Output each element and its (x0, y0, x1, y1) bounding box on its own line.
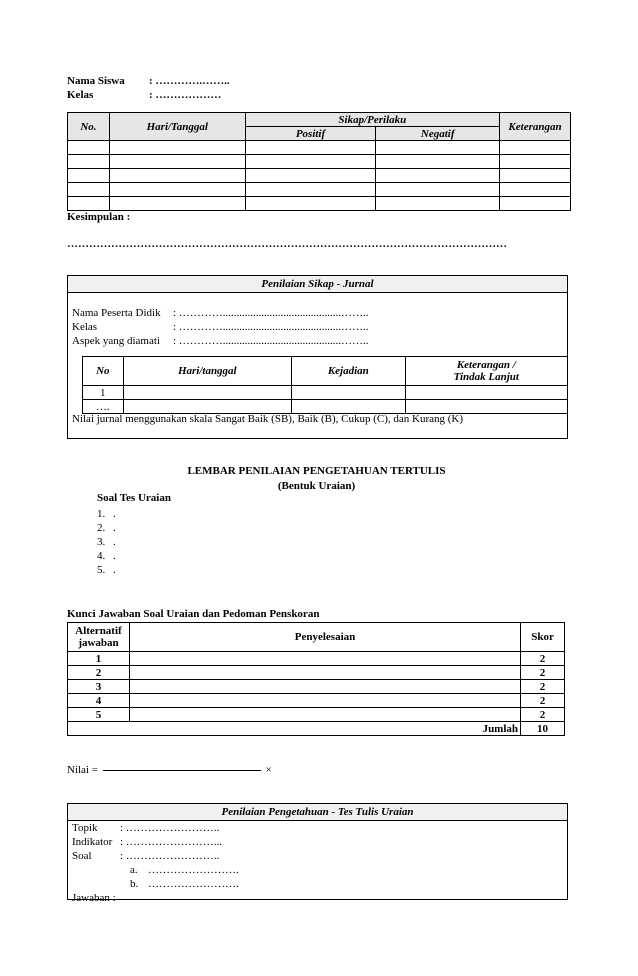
jurnal-field-label: Nama Peserta Didik (72, 307, 161, 319)
jurnal-fields (72, 306, 369, 348)
nama-label: Nama Siswa (67, 75, 125, 87)
kelas-label: Kelas (67, 89, 94, 101)
jurnal-field-value: : …………...........................................…….. (173, 335, 369, 347)
nilai-formula (67, 764, 272, 776)
table-row (83, 386, 568, 400)
col-keterangan-line2: Tindak Lanjut (453, 371, 519, 383)
col-alternatif-line1: Alternatif (75, 625, 122, 637)
jurnal-box (67, 275, 568, 439)
table-row (68, 169, 571, 183)
tes-tulis-title: Penilaian Pengetahuan - Tes Tulis Uraian (68, 804, 567, 821)
jurnal-table (82, 356, 568, 414)
row-no: …. (83, 400, 124, 414)
list-item (97, 507, 116, 521)
kesimpulan-dots: ………………………………………………………………………………………………………… (67, 238, 507, 250)
col-skor: Skor (521, 623, 565, 652)
sub-a-value: ……………………. (148, 864, 239, 876)
jurnal-field-value: : …………...........................................…….. (173, 321, 369, 333)
kesimpulan-label: Kesimpulan : (67, 211, 131, 223)
item-text: . (113, 564, 116, 576)
jurnal-note: Nilai jurnal menggunakan skala Sangat Baik (SB), Baik (B), Cukup (C), dan Kurang (K) (72, 413, 464, 425)
list-item (97, 535, 116, 549)
item-text: . (113, 508, 116, 520)
jurnal-field-label: Kelas (72, 321, 98, 333)
table-row (68, 197, 571, 211)
topik-label: Topik (72, 822, 98, 834)
soal-value: : …………………….. (120, 850, 220, 862)
row-no: 4 (68, 694, 130, 708)
lembar-subtitle: (Bentuk Uraian) (277, 480, 356, 492)
tes-tulis-box (67, 803, 568, 904)
table-row (83, 400, 568, 414)
lembar-title: LEMBAR PENILAIAN PENGETAHUAN TERTULIS (187, 465, 446, 477)
topik-value: : …………………….. (120, 822, 220, 834)
list-item (97, 549, 116, 563)
sikap-table (67, 112, 571, 211)
col-alternatif (68, 623, 130, 652)
col-hari-tanggal: Hari/tanggal (123, 357, 291, 386)
table-row (68, 708, 565, 722)
item-number: 3. (97, 536, 106, 548)
kunci-title: Kunci Jawaban Soal Uraian dan Pedoman Penskoran (67, 608, 320, 620)
sub-b-label: b. (130, 878, 139, 890)
row-no: 5 (68, 708, 130, 722)
col-no: No (83, 357, 124, 386)
item-number: 1. (97, 508, 106, 520)
sub-b-value: ……………………. (148, 878, 239, 890)
table-row (68, 141, 571, 155)
item-text: . (113, 550, 116, 562)
table-row (68, 155, 571, 169)
indikator-label: Indikator (72, 836, 113, 848)
col-kejadian: Kejadian (292, 357, 406, 386)
col-negatif: Negatif (376, 127, 500, 141)
jurnal-field-value: : …………...........................................…….. (173, 307, 369, 319)
item-number: 5. (97, 564, 106, 576)
nama-value: : ………….…….. (149, 75, 230, 87)
nilai-label: Nilai = (67, 764, 98, 776)
col-sikap-perilaku: Sikap/Perilaku (245, 113, 499, 127)
col-keterangan-line1: Keterangan / (456, 359, 516, 371)
row-skor: 2 (521, 666, 565, 680)
row-skor: 2 (521, 652, 565, 666)
jurnal-field-label: Aspek yang diamati (72, 335, 160, 347)
item-text: . (113, 536, 116, 548)
item-text: . (113, 522, 116, 534)
sub-a-label: a. (130, 864, 138, 876)
item-number: 4. (97, 550, 106, 562)
col-penyelesaian: Penyelesaian (129, 623, 520, 652)
col-keterangan (405, 357, 567, 386)
table-row (68, 694, 565, 708)
jumlah-value: 10 (521, 722, 565, 736)
row-no: 1 (68, 652, 130, 666)
indikator-value: : ……………………... (120, 836, 223, 848)
tes-tulis-fields (72, 821, 239, 905)
soal-label: Soal (72, 850, 92, 862)
times-sign: × (265, 764, 272, 776)
jumlah-label: Jumlah (68, 722, 521, 736)
table-row (68, 652, 565, 666)
soal-label: Soal Tes Uraian (97, 492, 171, 504)
jawaban-label: Jawaban : (72, 892, 116, 904)
row-no: 1 (83, 386, 124, 400)
col-positif: Positif (245, 127, 376, 141)
kunci-table (67, 622, 565, 736)
table-row (68, 666, 565, 680)
table-row (68, 183, 571, 197)
row-skor: 2 (521, 708, 565, 722)
col-no: No. (68, 113, 110, 141)
kelas-value: : ……………… (149, 89, 222, 101)
row-no: 2 (68, 666, 130, 680)
soal-list (97, 507, 116, 577)
list-item (97, 521, 116, 535)
table-row-total (68, 722, 565, 736)
row-no: 3 (68, 680, 130, 694)
col-keterangan: Keterangan (500, 113, 571, 141)
item-number: 2. (97, 522, 106, 534)
fraction-bar (103, 770, 261, 771)
student-info (67, 74, 230, 102)
jurnal-title: Penilaian Sikap - Jurnal (68, 276, 567, 293)
col-hari-tanggal: Hari/Tanggal (109, 113, 245, 141)
row-skor: 2 (521, 680, 565, 694)
list-item (97, 563, 116, 577)
row-skor: 2 (521, 694, 565, 708)
col-alternatif-line2: jawaban (78, 637, 119, 649)
table-row (68, 680, 565, 694)
